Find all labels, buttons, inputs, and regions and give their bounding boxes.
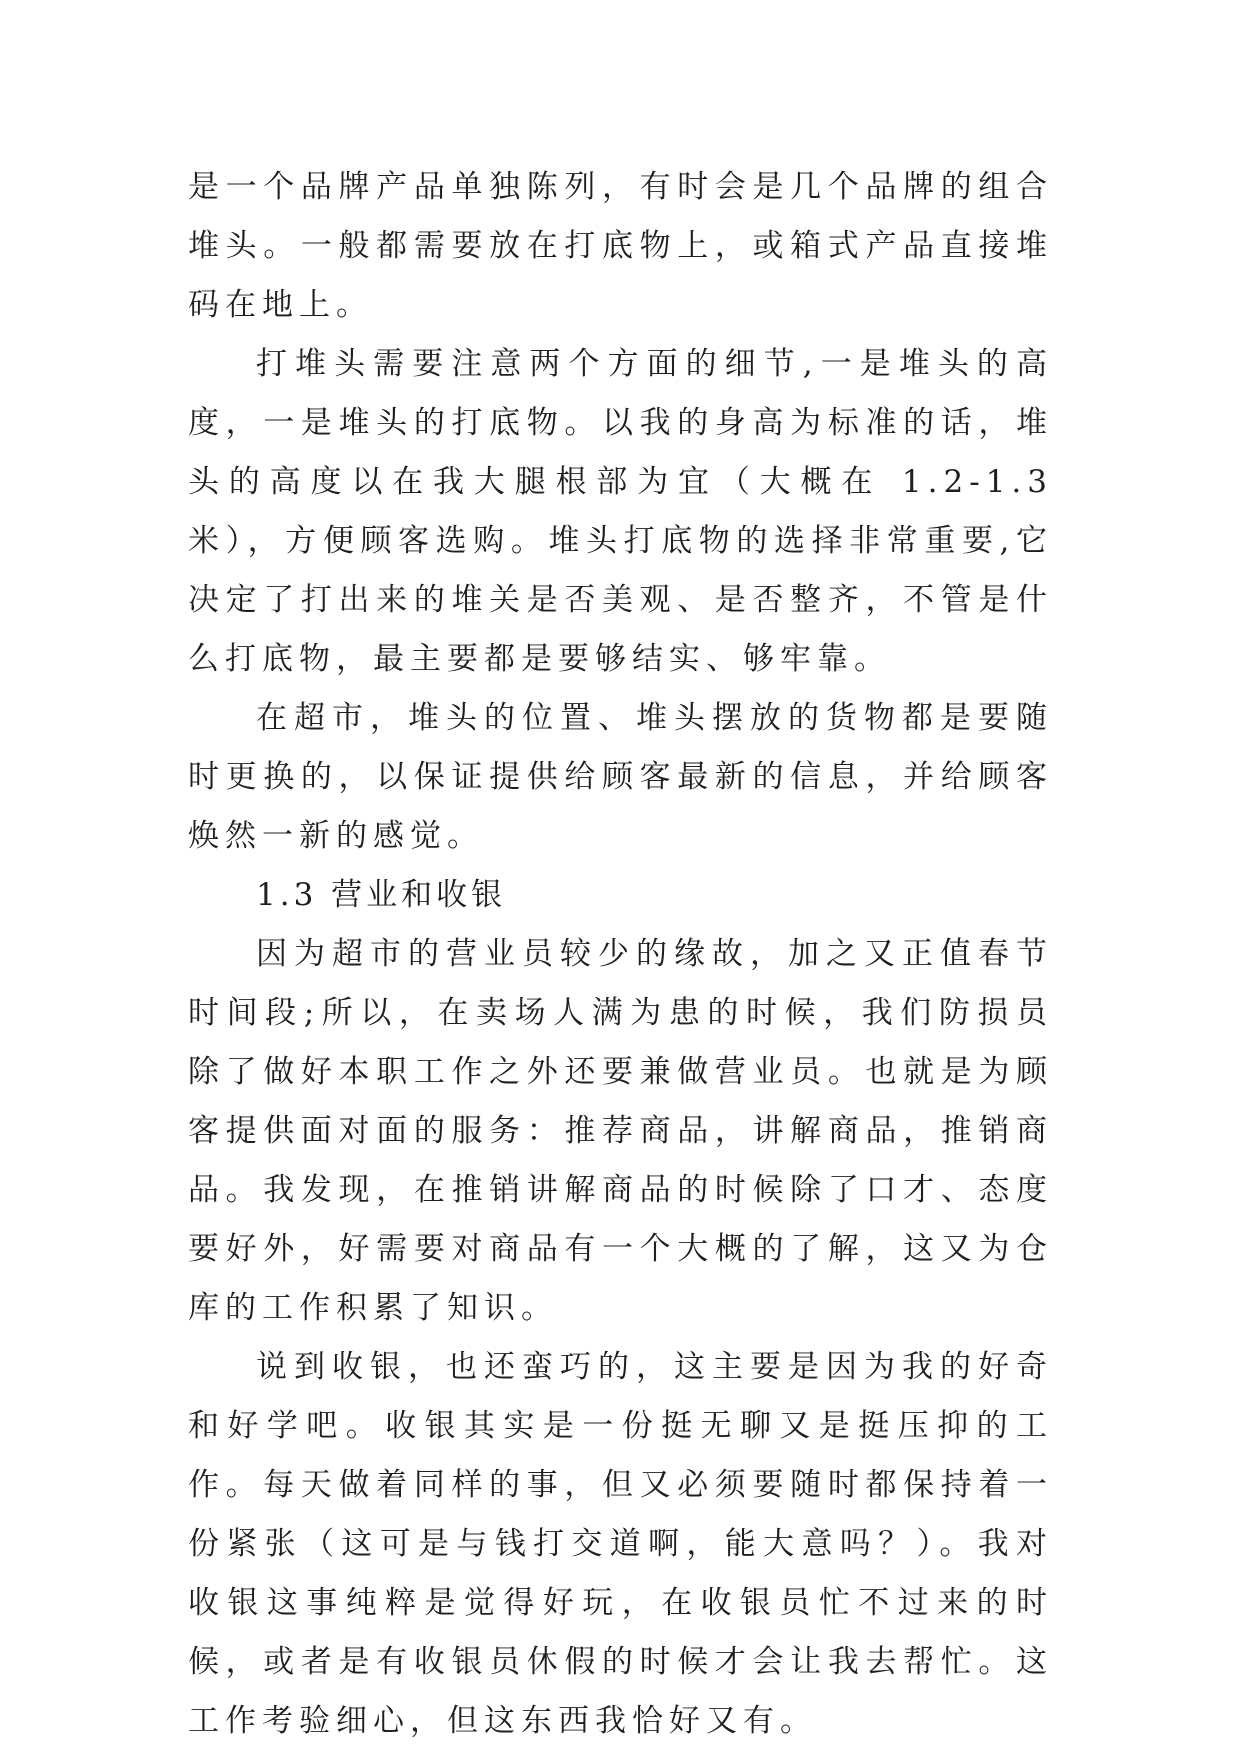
paragraph-cashier: 说到收银，也还蛮巧的，这主要是因为我的好奇和好学吧。收银其实是一份挺无聊又是挺压抑的工作。每天做着同样的事，但又必须要随时都保持着一份紧张（这可是与钱打交道啊，能大意吗？）。我对收银这事纯粹是觉得好玩，在收银员忙不过来的时候，或者是有收银员休假的时候才会让我去帮忙。这工作考验细心，但这东西我恰好又有。 (188, 1349, 1053, 1739)
paragraph-sales-assistant: 因为超市的营业员较少的缘故，加之又正值春节时间段;所以，在卖场人满为患的时候，我们防损员除了做好本职工作之外还要兼做营业员。也就是为顾客提供面对面的服务：推荐商品，讲解商品，推销商品。我发现，在推销讲解商品的时候除了口才、态度要好外，好需要对商品有一个大概的了解，这又为仓库的工作积累了知识。 (188, 936, 1053, 1326)
document-body (188, 158, 1053, 1751)
paragraph-stacking-details: 打堆头需要注意两个方面的细节,一是堆头的高度，一是堆头的打底物。以我的身高为标准的话，堆头的高度以在我大腿根部为宜（大概在 1.2-1.3 米），方便顾客选购。堆头打底物的选择非常重要,它决定了打出来的堆关是否美观、是否整齐，不管是什么打底物，最主要都是要够结实、够牢靠。 (188, 346, 1053, 677)
paragraph-continuation: 是一个品牌产品单独陈列，有时会是几个品牌的组合堆头。一般都需要放在打底物上，或箱式产品直接堆码在地上。 (188, 169, 1053, 323)
section-heading: 1.3 营业和收银 (256, 877, 507, 913)
paragraph-stacking-rotation: 在超市，堆头的位置、堆头摆放的货物都是要随时更换的，以保证提供给顾客最新的信息，并给顾客焕然一新的感觉。 (188, 700, 1053, 854)
